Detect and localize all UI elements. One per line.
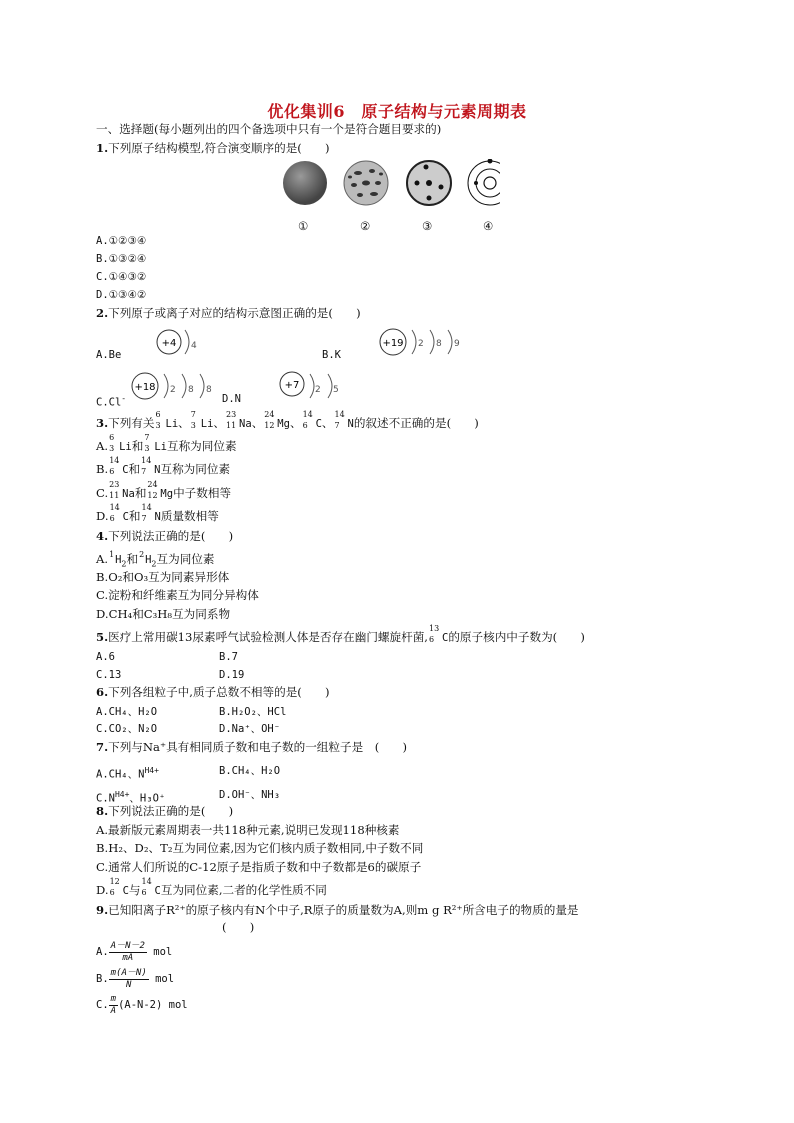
- q8-option-d: D. 12 6 C与 14 6 C互为同位素,二者的化学性质不同: [96, 877, 327, 897]
- q6-option-d: D.Na⁺、OH⁻: [219, 723, 281, 735]
- svg-text:2: 2: [315, 385, 321, 395]
- model-label-4: ④: [483, 219, 494, 233]
- thomson-model-icon: [344, 161, 388, 205]
- q3-option-b: B. 14 6 C和 14 7 N互称为同位素: [96, 456, 231, 476]
- svg-text:4: 4: [191, 341, 197, 351]
- q6-option-a: A.CH₄、H₂O: [96, 706, 158, 718]
- svg-text:8: 8: [436, 339, 442, 349]
- be-structure-diagram: [155, 326, 205, 358]
- q4-option-d: D.CH₄和C₃H₈互为同系物: [96, 607, 231, 621]
- q5-option-d: D.19: [219, 669, 245, 681]
- rutherford-model-icon: [407, 161, 451, 205]
- q9-option-c: C. $\frac{m}{A}$ (A-N-2) mol: [96, 993, 188, 1016]
- q6-option-b: B.H₂O₂、HCl: [219, 706, 287, 718]
- q5-option-b: B.7: [219, 651, 238, 663]
- q2-option-c: C.Cl-: [96, 394, 127, 409]
- question-4: 4.下列说法正确的是( ): [96, 529, 234, 543]
- svg-text:+7: +7: [284, 380, 300, 391]
- q9-option-b: B. $\frac{m(A-N)}{N}$ mol: [96, 967, 175, 990]
- svg-text:2: 2: [418, 339, 424, 349]
- cl-structure-diagram: [130, 370, 220, 402]
- q1-option-b: B.①③②④: [96, 253, 147, 265]
- k-structure-diagram: [378, 326, 468, 358]
- model-label-1: ①: [298, 219, 309, 233]
- question-6: 6.下列各组粒子中,质子总数不相等的是( ): [96, 685, 330, 699]
- question-8: 8.下列说法正确的是( ): [96, 804, 234, 818]
- svg-text:8: 8: [188, 385, 194, 395]
- q3-option-a: A. 6 3 Li和 7 3 Li互称为同位素: [96, 433, 237, 453]
- q9-option-a: A. $\frac{A-N-2}{mA}$ mol: [96, 940, 173, 963]
- q3-option-c: C. 23 11 Na和 24 12 Mg中子数相等: [96, 480, 232, 500]
- q5-option-a: A.6: [96, 651, 115, 663]
- q7-option-b: B.CH₄、H₂O: [219, 765, 281, 777]
- q5-option-c: C.13: [96, 669, 122, 681]
- svg-text:+19: +19: [382, 338, 404, 349]
- q3-option-d: D. 14 6 C和 14 7 N质量数相等: [96, 503, 219, 523]
- question-9: 9.已知阳离子R²⁺的原子核内有N个中子,R原子的质量数为A,则m g R²⁺所含电子的物质的量是: [96, 903, 579, 917]
- svg-text:5: 5: [333, 385, 339, 395]
- q9-answer-paren: ( ): [222, 920, 255, 934]
- q7-option-c: $C.N^{H4+}$、H₃O⁺: [96, 790, 166, 805]
- question-3: 3.下列有关 6 3 Li、 7 3 Li、 23 11 Na、 24 12 Mg、 14 6 C、 14 7 N的叙述不正确的是( ): [96, 410, 479, 430]
- atom-model-images: [280, 159, 500, 211]
- q4-option-c: C.淀粉和纤维素互为同分异构体: [96, 588, 259, 602]
- q2-option-b: B.K: [322, 349, 341, 361]
- question-5: 5.医疗上常用碳13尿素呼气试验检测人体是否存在幽门螺旋杆菌, 13 6 C的原子核内中子数为( ): [96, 624, 585, 644]
- q2-option-a: A.Be: [96, 349, 122, 361]
- q4-option-b: B.O₂和O₃互为同素异形体: [96, 570, 230, 584]
- bohr-model-icon: [468, 159, 500, 205]
- svg-text:+18: +18: [134, 382, 156, 393]
- q2-option-d: D.N: [222, 393, 241, 405]
- q7-option-a: A.CH₄、$N^{H4+}$: [96, 766, 159, 781]
- svg-text:9: 9: [454, 339, 460, 349]
- model-label-2: ②: [360, 219, 371, 233]
- svg-text:2: 2: [170, 385, 176, 395]
- q1-option-d: D.①③④②: [96, 289, 147, 301]
- svg-text:+4: +4: [161, 338, 177, 349]
- q8-option-a: A.最新版元素周期表一共118种元素,说明已发现118种核素: [96, 823, 400, 837]
- svg-text:8: 8: [206, 385, 212, 395]
- q8-option-b: B.H₂、D₂、T₂互为同位素,因为它们核内质子数相同,中子数不同: [96, 841, 424, 855]
- section-heading: 一、选择题(每小题列出的四个备选项中只有一个是符合题目要求的): [96, 122, 442, 136]
- q8-option-c: C.通常人们所说的C-12原子是指质子数和中子数都是6的碳原子: [96, 860, 422, 874]
- page-title: 优化集训6 原子结构与元素周期表: [267, 102, 527, 121]
- q1-option-a: A.①②③④: [96, 235, 147, 247]
- question-1: 1.下列原子结构模型,符合演变顺序的是( ): [96, 141, 330, 155]
- n-structure-diagram: [278, 370, 348, 402]
- q6-option-c: C.CO₂、N₂O: [96, 723, 158, 735]
- dalton-model-icon: [283, 161, 327, 205]
- model-label-3: ③: [422, 219, 433, 233]
- question-7: 7.下列与Na⁺具有相同质子数和电子数的一组粒子是 ( ): [96, 740, 407, 754]
- q4-option-a: A. 1 $H_2$和 2 $H_2$互为同位素: [96, 550, 215, 569]
- q7-option-d: D.OH⁻、NH₃: [219, 789, 281, 801]
- question-2: 2.下列原子或离子对应的结构示意图正确的是( ): [96, 306, 361, 320]
- q1-option-c: C.①④③②: [96, 271, 147, 283]
